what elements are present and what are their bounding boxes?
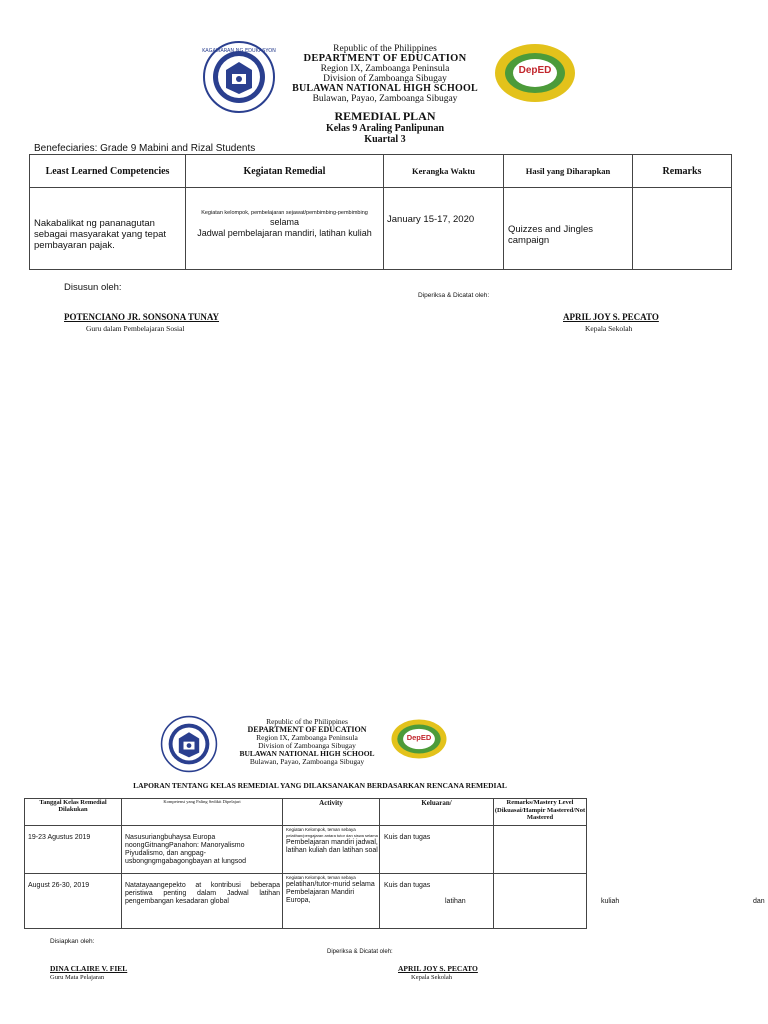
remarks-cell <box>633 188 732 270</box>
page1-title: REMEDIAL PLAN <box>334 109 436 123</box>
activity-main-2: pelatihan/tutor-murid selama Pembelajaran Mandiri Europa, <box>286 881 375 904</box>
division-text: Division of Zamboanga Sibugay <box>323 74 447 84</box>
school-text: BULAWAN NATIONAL HIGH SCHOOL <box>292 83 478 94</box>
activity-main-text: Jadwal pembelajaran mandiri, latihan kuliah <box>197 228 372 238</box>
beneficiaries-text: Benefeciaries: Grade 9 Mabini and Rizal Students <box>34 143 256 154</box>
teacher-name: POTENCIANO JR. SONSONA TUNAY <box>64 312 220 322</box>
activity-selama-text: selama <box>269 217 299 227</box>
head-name-2: APRIL JOY S. PECATO <box>398 964 478 973</box>
activity-cell <box>186 188 384 270</box>
republic-text-2: Republic of the Philippines <box>266 717 348 726</box>
department-text-2: DEPARTMENT OF EDUCATION <box>247 725 367 734</box>
activity-small-1b: pelatihan/pengajaran antara tutor dan siswa selama <box>286 833 378 838</box>
teacher-title-2: Guru Mata Pelajaran <box>50 974 105 981</box>
teacher-name-2: DINA CLAIRE V. FIEL <box>50 964 128 973</box>
overflow-word-3: dan <box>753 898 765 905</box>
date-cell-1: 19-23 Agustus 2019 <box>25 826 122 874</box>
checked-by-label-2: Diperiksa & Dicatat oleh: <box>327 949 393 955</box>
table-row <box>30 188 732 270</box>
remedial-report-table <box>24 798 587 929</box>
competency-cell-1: Nasusuriangbuhaysa Europa noongGitnangPanahon: Manoryalismo Piyudalismo, dan angpag-usbongngmgabagongbayan at lungsod <box>122 826 283 874</box>
page2-title: LAPORAN TENTANG KELAS REMEDIAL YANG DILAKSANAKAN BERDASARKAN RENCANA REMEDIAL <box>133 781 507 790</box>
head-name: APRIL JOY S. PECATO <box>563 312 659 322</box>
competency-cell-2: Natatayaangepekto at kontribusi beberapa peristiwa penting dalam Jadwal latihan pengembangan kesadaran global <box>122 874 283 929</box>
competency-cell: Nakabalikat ng pananagutan sebagai masyarakat yang tepat pembayaran pajak. <box>30 188 186 270</box>
remedial-plan-table <box>29 154 732 270</box>
table-row <box>25 826 587 874</box>
header-competencies: Least Learned Competencies <box>30 155 186 188</box>
header-tanggal: Tanggal Kelas Remedial Dilakukan <box>25 799 122 826</box>
header-activity: Activity <box>283 799 380 826</box>
activity-small-text: Kegiatan kelompok, pembelajaran sejawat/pembimbing-pembimbing <box>201 210 368 216</box>
activity-main-1: Pembelajaran mandiri jadwal, latihan kuliah dan latihan soal <box>286 839 378 854</box>
deped-seal-logo-2 <box>160 715 218 773</box>
page1-subtitle-2: Kuartal 3 <box>364 134 406 145</box>
activity-cell-1 <box>283 826 380 874</box>
deped-badge-logo <box>495 44 575 102</box>
activity-small-2a: Kegiatan Kelompok, teman sebaya <box>286 875 356 880</box>
time-cell: January 15-17, 2020 <box>384 188 504 270</box>
result-cell: Quizzes and Jingles campaign <box>504 188 633 270</box>
table-row <box>25 874 587 929</box>
activity-cell-2 <box>283 874 380 929</box>
overflow-word-1: latihan <box>445 898 466 905</box>
overflow-word-2: kuliah <box>601 898 620 905</box>
deped-badge-logo-2 <box>390 718 448 760</box>
deped-badge-text: DepED <box>518 65 552 76</box>
prepared-by-label: Disusun oleh: <box>64 282 122 293</box>
address-text: Bulawan, Payao, Zamboanga Sibugay <box>312 94 458 104</box>
page1-subtitle-1: Kelas 9 Araling Panlipunan <box>325 123 445 134</box>
header-remarks: Remarks <box>633 155 732 188</box>
region-text: Region IX, Zamboanga Peninsula <box>320 64 450 74</box>
address-text-2: Bulawan, Payao, Zamboanga Sibugay <box>249 757 365 766</box>
output-cell-1: Kuis dan tugas <box>380 826 494 874</box>
prepared-by-label-2: Disiapkan oleh: <box>50 938 95 945</box>
teacher-title: Guru dalam Pembelajaran Sosial <box>86 324 185 333</box>
date-cell-2: August 26-30, 2019 <box>25 874 122 929</box>
division-text-2: Division of Zamboanga Sibugay <box>258 741 356 750</box>
activity-small-1a: Kegiatan Kelompok, teman sebaya <box>286 827 356 832</box>
checked-by-label: Diperiksa & Dicatat oleh: <box>418 292 490 299</box>
deped-badge-text-2: DepED <box>406 733 432 742</box>
svg-text:KAGAWARAN NG EDUKASYON: KAGAWARAN NG EDUKASYON <box>202 48 276 54</box>
header-kegiatan: Kegiatan Remedial <box>186 155 384 188</box>
header-hasil: Hasil yang Diharapkan <box>504 155 633 188</box>
remarks-cell-2 <box>494 874 587 929</box>
deped-seal-logo <box>202 40 276 114</box>
remarks-cell-1 <box>494 826 587 874</box>
head-title: Kepala Sekolah <box>585 324 633 333</box>
header-mastery: Remarks/Mastery Level (Dikuasai/Hampir Mastered/Not Mastered <box>494 799 587 826</box>
header-kerangka: Kerangka Waktu <box>384 155 504 188</box>
header-keluaran: Keluaran/ <box>380 799 494 826</box>
header-kompetensi: Kompetensi yang Paling Sedikit Dipelajari <box>122 799 283 826</box>
head-title-2: Kepala Sekolah <box>411 974 452 981</box>
region-text-2: Region IX, Zamboanga Peninsula <box>256 733 358 742</box>
department-text: DEPARTMENT OF EDUCATION <box>303 53 467 64</box>
republic-text: Republic of the Philippines <box>333 44 437 54</box>
output-cell-2: Kuis dan tugas <box>380 874 494 929</box>
school-text-2: BULAWAN NATIONAL HIGH SCHOOL <box>239 749 375 758</box>
